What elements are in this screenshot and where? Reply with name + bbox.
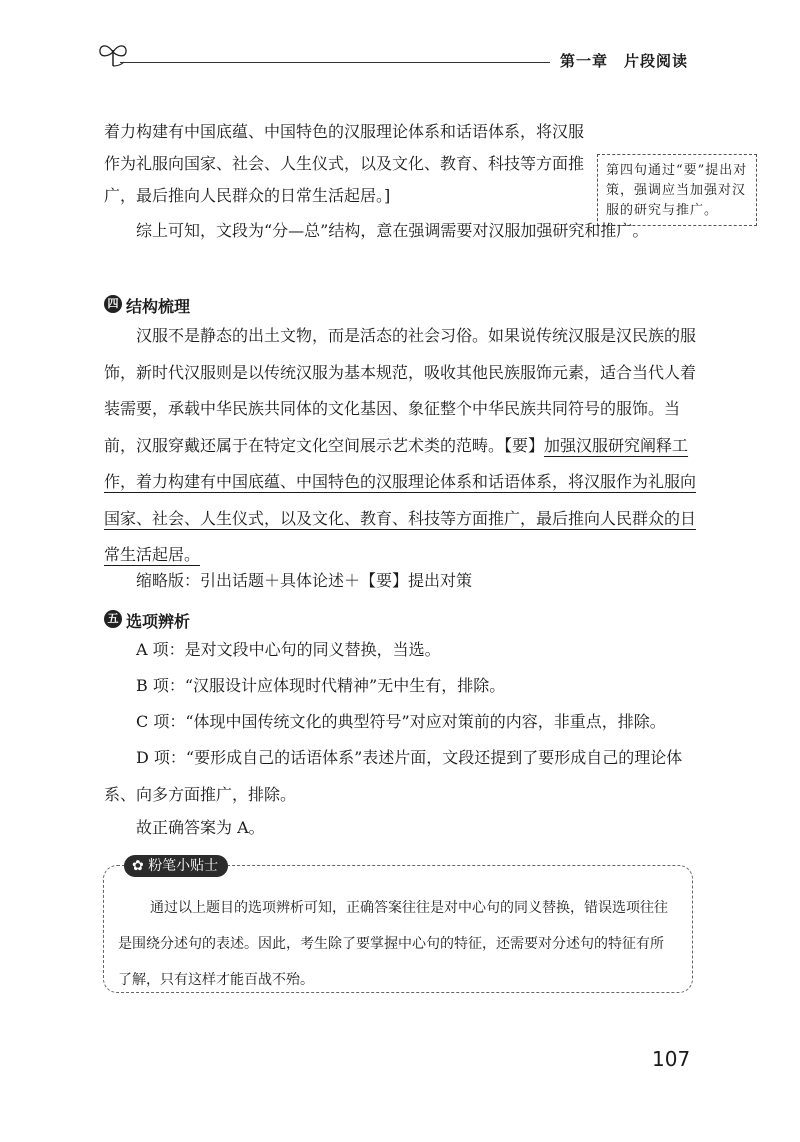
page-number: 107 [652,1047,691,1071]
structure-paragraph [104,318,696,574]
passage-line-2: 作为礼服向国家、社会、人生仪式，以及文化、教育、科技等方面推 [104,154,585,173]
section-badge-options: 五 [104,610,122,628]
tips-label [124,855,228,877]
section-badge-structure: 四 [104,295,122,313]
yao-marker: 【要】 [504,435,545,455]
option-c: C 项：“体现中国传统文化的典型符号”对应对策前的内容，非重点，排除。 [136,712,666,731]
passage-line-1: 着力构建有中国底蕴、中国特色的汉服理论体系和话语体系，将汉服 [104,122,585,141]
structure-text: 汉服不是静态的出土文物，而是活态的社会习俗。如果说传统汉服是汉民族的服饰，新时代汉服则是以传统汉服为基本规范，吸收其他民族服饰元素，适合当代人着装需要，承载中华民族共同体的文化基因、象征整个中华民族共同符号的服饰。当前，汉服穿戴还属于在特定文化空间展示艺术类的范畴。 [104,326,697,455]
option-a: A 项：是对文段中心句的同义替换，当选。 [136,640,441,659]
passage-line-3: 广，最后推向人民群众的日常生活起居。] [104,186,391,205]
option-b: B 项：“汉服设计应体现时代精神”无中生有，排除。 [136,676,506,695]
side-note: 第四句通过“要”提出对策，强调应当加强对汉服的研究与推广。 [597,154,757,226]
abbreviated-summary: 缩略版：引出话题＋具体论述＋【要】提出对策 [136,571,473,590]
section-title-structure: 结构梳理 [126,297,191,316]
answer-line: 故正确答案为 A。 [136,818,265,837]
tips-text: 通过以上题目的选项辨析可知，正确答案往往是对中心句的同义替换，错误选项往往是围绕分述句的表述。因此，考生除了要掌握中心句的特征，还需要对分述句的特征有所了解，只有这样才能百战不殆。 [118,900,668,988]
chapter-title: 第一章 片段阅读 [560,52,689,70]
option-d: D 项：“要形成自己的话语体系”表述片面，文段还提到了要形成自己的理论体系、向多方面推广，排除。 [104,748,683,804]
section-title-options: 选项辨析 [126,612,191,631]
sprout-icon [96,38,130,68]
summary-paragraph: 综上可知，文段为“分—总”结构，意在强调需要对汉服加强研究和推广。 [136,221,649,240]
header-rule [120,62,550,63]
structure-underlined-text: 加强汉服研究阐释工作，着力构建有中国底蕴、中国特色的汉服理论体系和话语体系，将汉服作为礼服向国家、社会、人生仪式，以及文化、教育、科技等方面推广，最后推向人民群众的日常生活起居。 [104,435,697,564]
tips-sprout-icon: ✿ [132,858,149,874]
tips-label-text: 粉笔小贴士 [148,858,219,874]
